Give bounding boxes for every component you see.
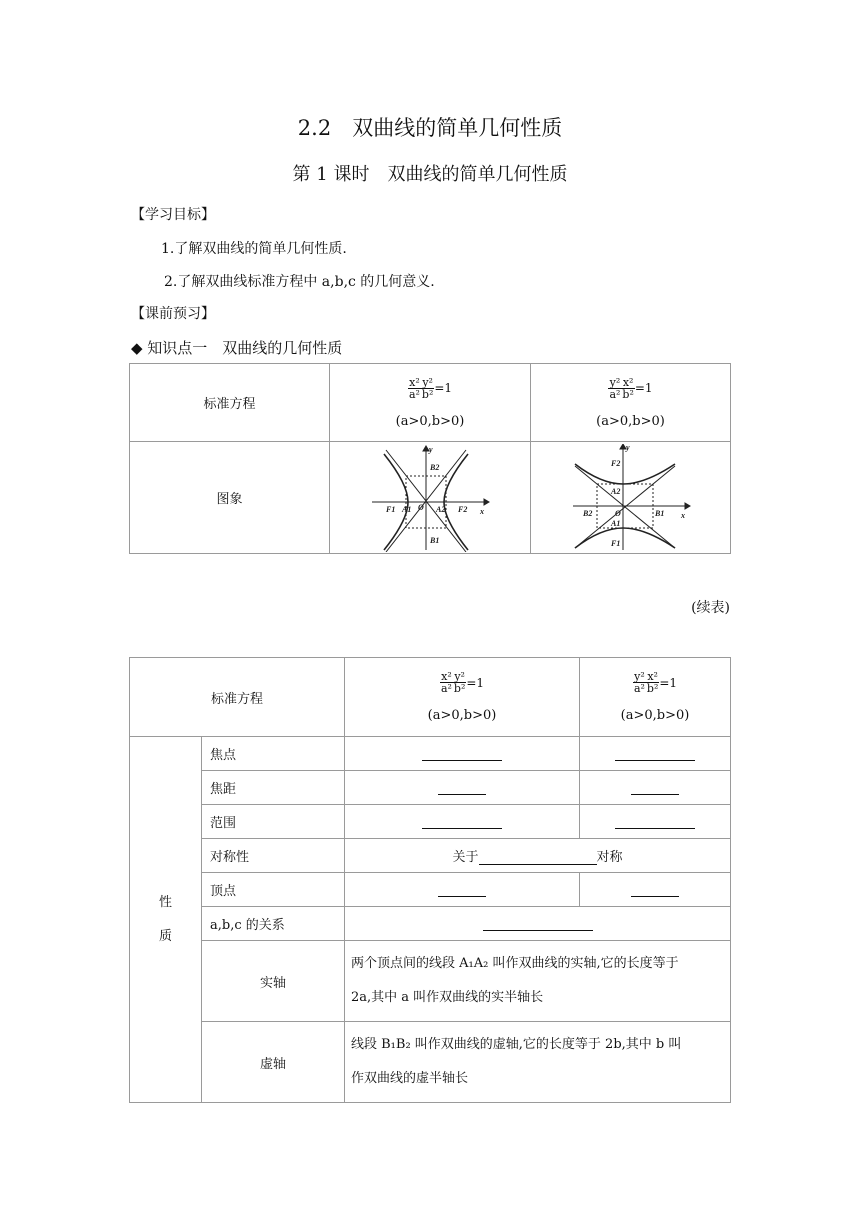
point-label: A1 [402,504,412,514]
axis-label-x: x [480,506,484,516]
point-label: B2 [430,462,440,472]
fraction: $\frac{\text{y²}}{\text{b²}}$ [421,375,434,401]
point-label: F2 [458,504,468,514]
goal-item: 1.了解双曲线的简单几何性质. [161,241,347,257]
point-label: B2 [582,508,592,518]
axis-label-x: x [680,510,685,520]
row-label-imaginary-axis: 虚轴 [202,1022,345,1103]
fraction: $\frac{\text{x²}}{\text{b²}}$ [646,670,659,695]
point-label: F2 [610,458,620,468]
answer-blank[interactable] [631,882,679,897]
goal-item: 2.了解双曲线标准方程中 a,b,c 的几何意义. [164,274,435,290]
answer-blank[interactable] [631,780,679,795]
hyperbola-vertical-graph [571,444,691,552]
equation-cell-horizontal: $\frac{\text{x²}}{\text{a²}}$ $\frac{\text{y²}}{\text{b²}}$ =1 (a>0,b>0) [345,658,580,737]
point-label: B1 [654,508,664,518]
point-label: A2 [436,504,446,514]
row-label-focal-distance: 焦距 [202,771,345,805]
answer-blank-cell [580,771,731,805]
point-label: F1 [610,538,620,548]
properties-table-1 [129,363,731,554]
point-label: B1 [430,535,440,545]
point-label: F1 [386,504,396,514]
point-label: A2 [610,486,620,496]
answer-blank-cell [345,907,731,941]
axis-label-y: y [625,443,630,452]
property-group-label: 性 质 [130,737,202,1103]
fraction: $\frac{\text{y²}}{\text{b²}}$ [453,670,466,695]
answer-blank[interactable] [483,916,593,931]
row-label-standard-equation: 标准方程 [130,658,345,737]
equation-cell-horizontal: $\frac{\text{x²}}{\text{a²}}$ $\frac{\text{y²}}{\text{b²}}$ =1 (a>0,b>0) [330,364,531,442]
answer-blank[interactable] [422,746,502,761]
page-title: 2.2 双曲线的简单几何性质 [297,116,563,140]
imaginary-axis-description: 线段 B₁B₂ 叫作双曲线的虚轴,它的长度等于 2b,其中 b 叫 作双曲线的虚半轴长 [345,1022,731,1103]
real-axis-description: 两个顶点间的线段 A₁A₂ 叫作双曲线的实轴,它的长度等于 2a,其中 a 叫作双曲线的实半轴长 [345,941,731,1022]
row-label-abc-relation: a,b,c 的关系 [202,907,345,941]
fraction: $\frac{\text{y²}}{\text{a²}}$ [609,375,621,401]
equation-condition: (a>0,b>0) [395,413,465,429]
answer-blank-cell [345,737,580,771]
answer-blank[interactable] [438,882,486,897]
row-label-focus: 焦点 [202,737,345,771]
answer-blank[interactable] [422,814,502,829]
point-label: O [614,508,621,518]
fraction: $\frac{\text{y²}}{\text{a²}}$ [633,670,645,695]
answer-blank-cell [345,805,580,839]
knowledge-point-heading: ◆ 知识点一 双曲线的几何性质 [131,339,343,357]
answer-blank-cell [580,737,731,771]
fraction: $\frac{\text{x²}}{\text{b²}}$ [622,375,634,401]
symmetry-cell: 关于 对称 [345,839,731,873]
equation-condition: (a>0,b>0) [620,708,690,723]
answer-blank-cell [345,771,580,805]
answer-blank[interactable] [615,746,695,761]
answer-blank-cell [345,873,580,907]
answer-blank-cell [580,873,731,907]
lesson-subtitle: 第 1 课时 双曲线的简单几何性质 [292,164,568,185]
row-label-standard-equation: 标准方程 [130,364,330,442]
equation-cell-vertical: $\frac{\text{y²}}{\text{a²}}$ $\frac{\text{x²}}{\text{b²}}$ =1 (a>0,b>0) [531,364,731,442]
fraction: $\frac{\text{x²}}{\text{a²}}$ [440,670,452,695]
point-label: O [418,502,424,512]
hyperbola-horizontal-graph [370,444,490,552]
fraction: $\frac{\text{x²}}{\text{a²}}$ [408,375,420,401]
row-label-vertex: 顶点 [202,873,345,907]
equation-condition: (a>0,b>0) [596,413,665,429]
answer-blank-cell [580,805,731,839]
point-label: A1 [610,518,620,528]
answer-blank[interactable] [615,814,695,829]
axis-label-y: y [429,444,433,454]
continued-label: (续表) [691,600,730,616]
graph-cell-horizontal [330,442,531,554]
graph-cell-vertical [531,442,731,554]
learning-goals-heading: 【学习目标】 [131,207,215,223]
answer-blank[interactable] [438,780,486,795]
row-label-symmetry: 对称性 [202,839,345,873]
row-label-real-axis: 实轴 [202,941,345,1022]
properties-table-2 [129,657,731,1103]
row-label-range: 范围 [202,805,345,839]
preview-heading: 【课前预习】 [131,306,215,322]
equation-condition: (a>0,b>0) [427,708,497,723]
answer-blank[interactable] [479,850,597,865]
equation-cell-vertical: $\frac{\text{y²}}{\text{a²}}$ $\frac{\text{x²}}{\text{b²}}$ =1 (a>0,b>0) [580,658,731,737]
row-label-graph: 图象 [130,442,330,554]
